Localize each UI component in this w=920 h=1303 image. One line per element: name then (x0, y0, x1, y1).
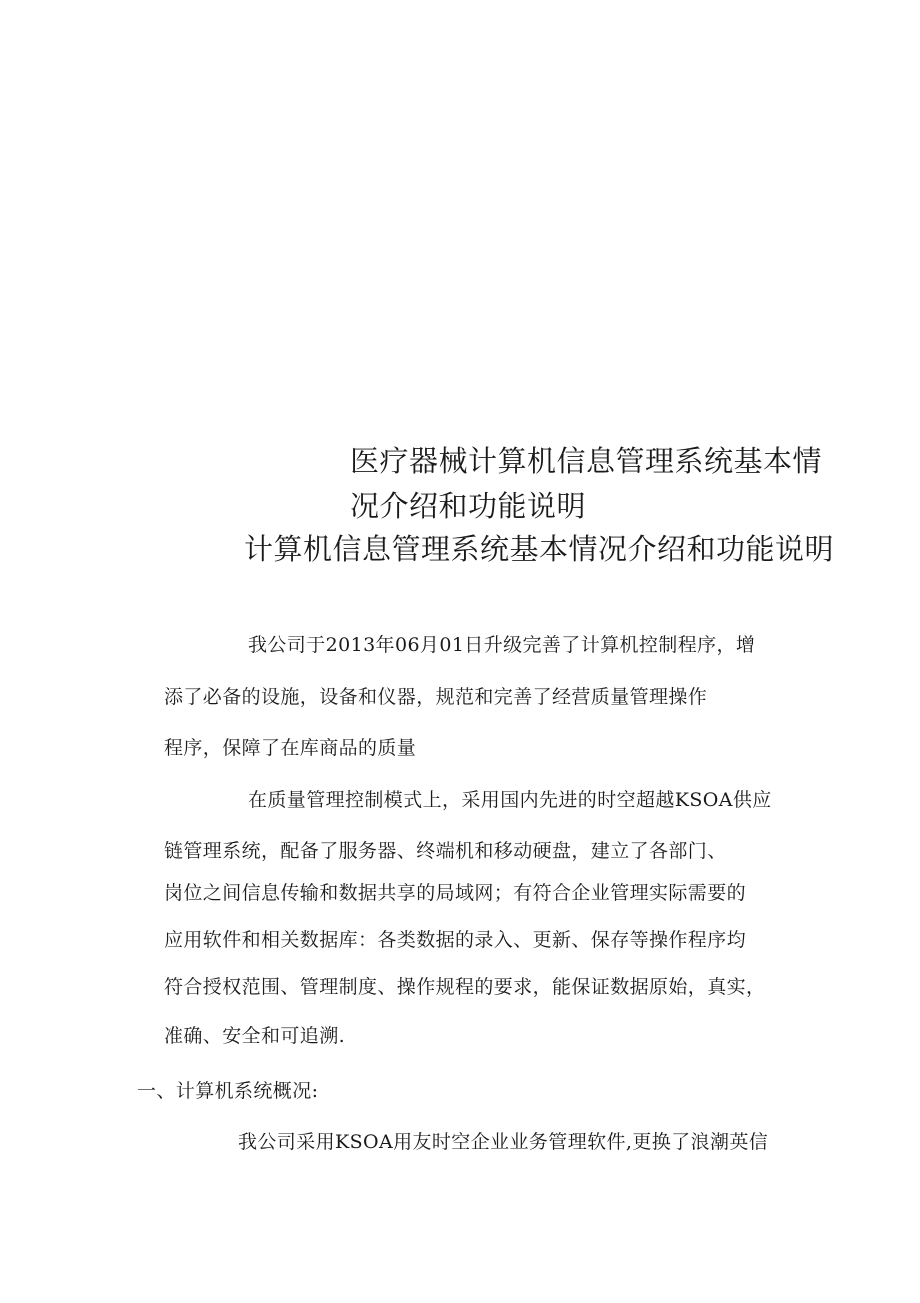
paragraph-2-line-1: 在质量管理控制模式上，采用国内先进的时空超越KSOA供应 (248, 789, 772, 811)
paragraph-2-line-4: 应用软件和相关数据库：各类数据的录入、更新、保存等操作程序均 (164, 929, 747, 951)
document-subtitle: 计算机信息管理系统基本情况介绍和功能说明 (244, 532, 835, 566)
paragraph-2-line-2: 链管理系统，配备了服务器、终端机和移动硬盘，建立了各部门、 (164, 840, 727, 862)
paragraph-2-line-5: 符合授权范围、管理制度、操作规程的要求，能保证数据原始，真实， (164, 976, 766, 998)
paragraph-2-line-3: 岗位之间信息传输和数据共享的局域网；有符合企业管理实际需要的 (164, 882, 747, 904)
paragraph-1-line-1: 我公司于2013年06月01日升级完善了计算机控制程序，增 (248, 634, 756, 656)
document-title-line-1: 医疗器械计算机信息管理系统基本情 (350, 444, 823, 478)
paragraph-1-line-2: 添了必备的设施，设备和仪器，规范和完善了经营质量管理操作 (164, 686, 708, 708)
section-1-heading: 一、计算机系统概况: (137, 1080, 319, 1102)
section-1-line-1: 我公司采用KSOA用友时空企业业务管理软件,更换了浪潮英信 (238, 1131, 769, 1153)
document-title-line-2: 况介绍和功能说明 (350, 489, 587, 523)
paragraph-2-line-6: 准确、安全和可追溯. (164, 1025, 346, 1047)
paragraph-1-line-3: 程序，保障了在库商品的质量 (164, 737, 417, 759)
